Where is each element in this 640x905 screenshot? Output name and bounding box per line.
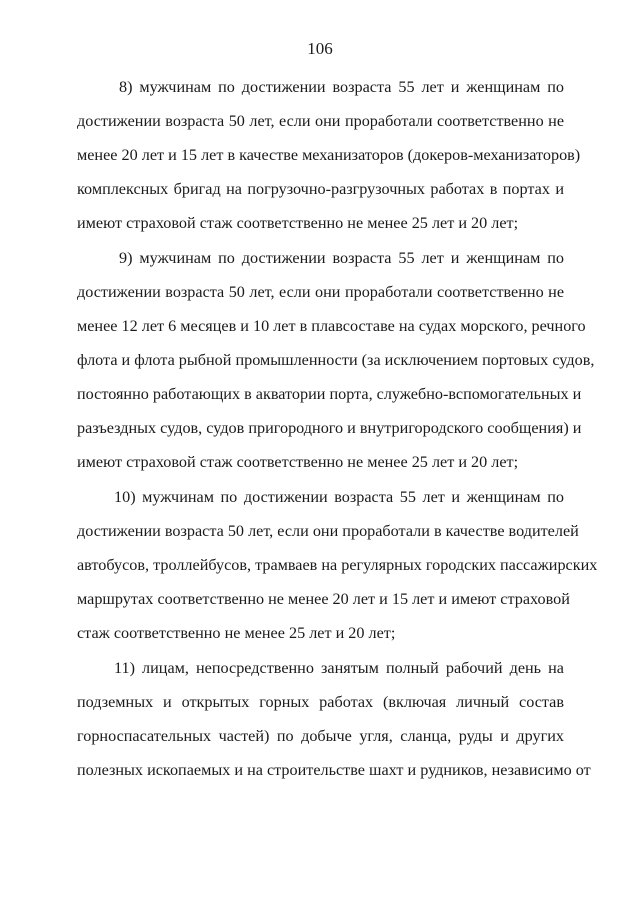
paragraph-line: маршрутах соответственно не менее 20 лет и 15 лет и имеют страховой [77, 590, 570, 608]
paragraph-line: 11) лицам, непосредственно занятым полный рабочий день на [114, 659, 564, 677]
paragraph-line: менее 20 лет и 15 лет в качестве механизаторов (докеров-механизаторов) [77, 146, 581, 164]
paragraph-line: флота и флота рыбной промышленности (за исключением портовых судов, [77, 351, 595, 369]
paragraph-line: 10) мужчинам по достижении возраста 55 лет и женщинам по [114, 488, 564, 506]
paragraph-line: достижении возраста 50 лет, если они проработали соответственно не [77, 112, 564, 130]
paragraph-line: постоянно работающих в акватории порта, служебно-вспомогательных и [77, 385, 582, 403]
paragraph-item-8 [77, 74, 581, 244]
paragraph-line: имеют страховой стаж соответственно не менее 25 лет и 20 лет; [77, 214, 519, 232]
paragraph-line: стаж соответственно не менее 25 лет и 20 лет; [77, 624, 396, 642]
paragraph-line: 9) мужчинам по достижении возраста 55 лет и женщинам по [119, 249, 564, 267]
page-number: 106 [307, 39, 333, 58]
paragraph-line: менее 12 лет 6 месяцев и 10 лет в плавсоставе на судах морского, речного [77, 317, 586, 335]
paragraph-line: автобусов, троллейбусов, трамваев на регулярных городских пассажирских [77, 556, 598, 574]
paragraph-line: комплексных бригад на погрузочно-разгрузочных работах в портах и [77, 180, 564, 198]
document-body [77, 74, 598, 791]
paragraph-item-11 [77, 655, 591, 791]
paragraph-item-10 [77, 484, 598, 654]
paragraph-item-9 [77, 245, 595, 483]
paragraph-line: достижении возраста 50 лет, если они проработали в качестве водителей [77, 522, 579, 540]
paragraph-line: полезных ископаемых и на строительстве шахт и рудников, независимо от [77, 761, 591, 779]
paragraph-line: разъездных судов, судов пригородного и внутригородского сообщения) и [77, 419, 582, 437]
paragraph-line: подземных и открытых горных работах (включая личный состав [77, 693, 564, 711]
paragraph-line: достижении возраста 50 лет, если они проработали соответственно не [77, 283, 564, 301]
paragraph-line: 8) мужчинам по достижении возраста 55 лет и женщинам по [119, 78, 564, 96]
paragraph-line: горноспасательных частей) по добыче угля, сланца, руды и других [77, 727, 564, 745]
paragraph-line: имеют страховой стаж соответственно не менее 25 лет и 20 лет; [77, 453, 519, 471]
